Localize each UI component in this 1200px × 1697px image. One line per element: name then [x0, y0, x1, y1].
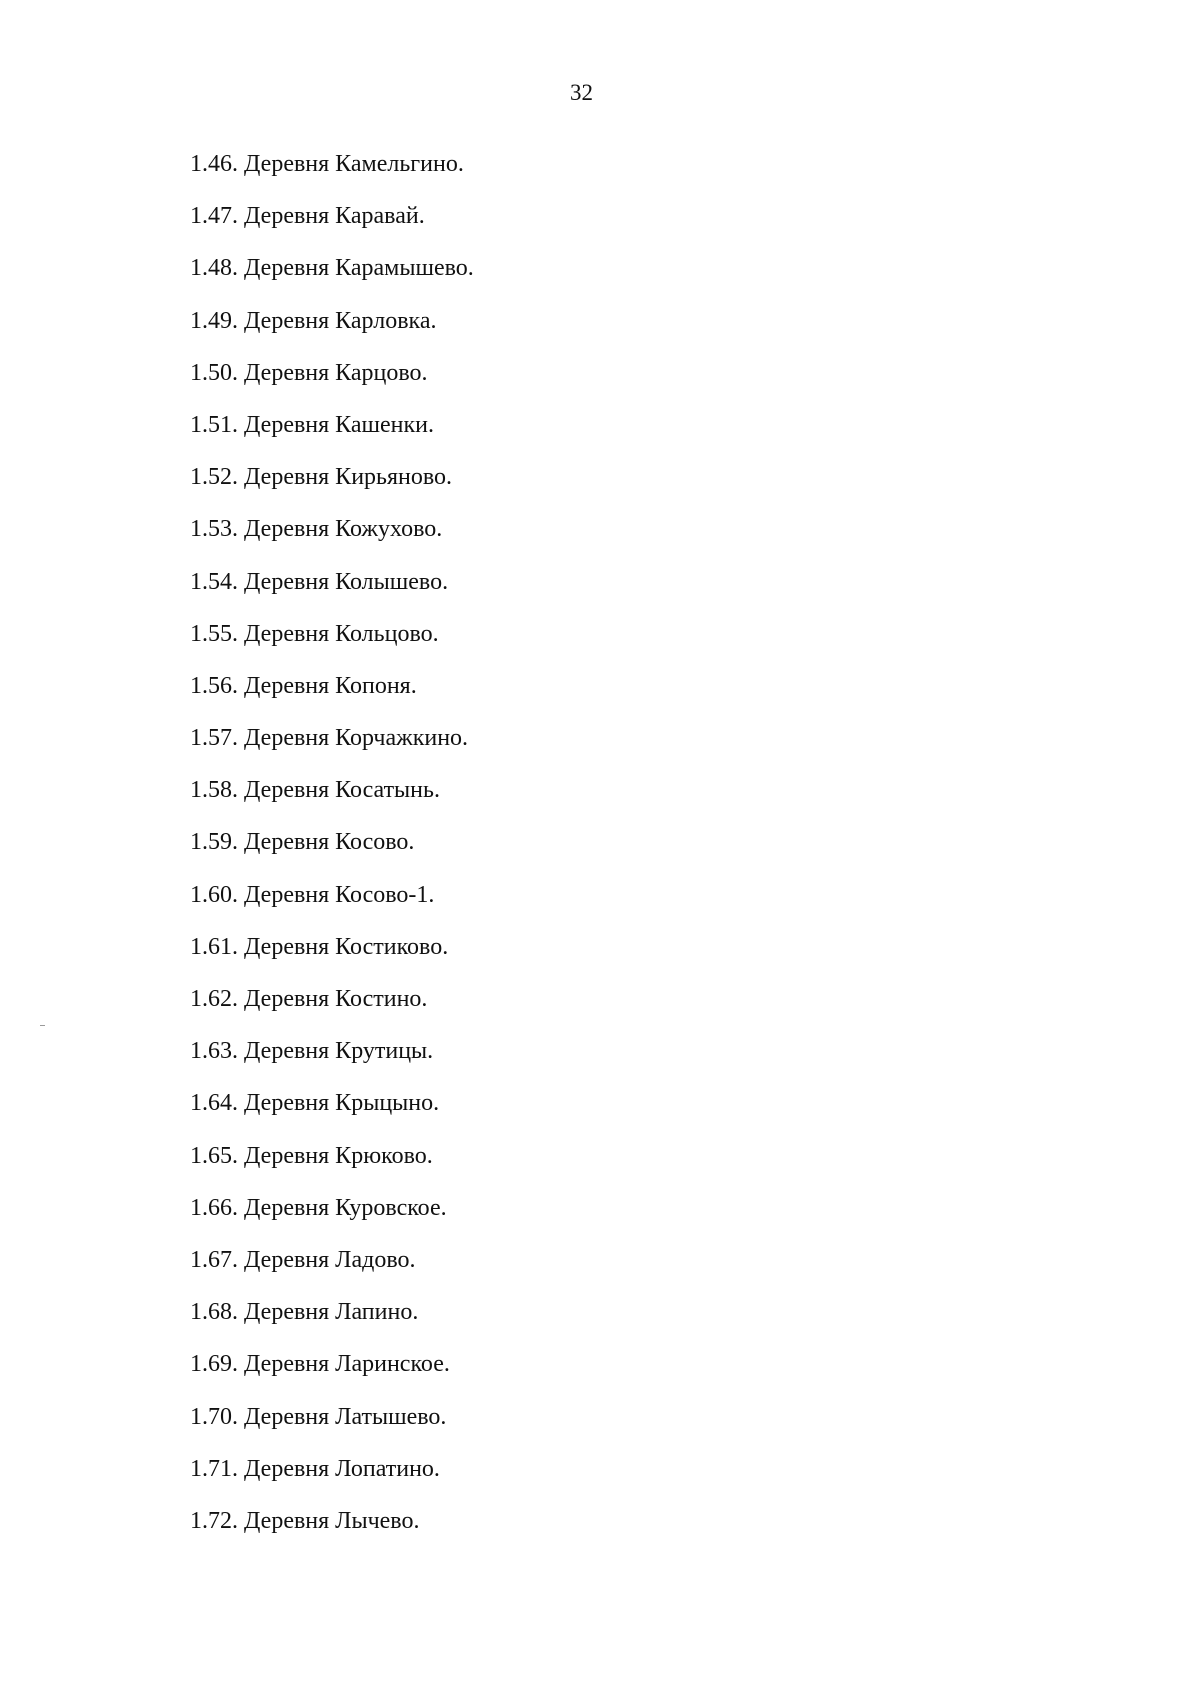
list-item-number: 1.63. [190, 1038, 238, 1065]
list-item [190, 462, 474, 514]
list-item [190, 775, 474, 827]
list-item-text: Деревня Крутицы. [244, 1038, 434, 1065]
list-item-text: Деревня Косово-1. [244, 881, 435, 908]
list-item-number: 1.59. [190, 829, 238, 856]
list-item-text: Деревня Лычево. [244, 1507, 420, 1534]
list-item-number: 1.72. [190, 1507, 238, 1534]
list-item-number: 1.69. [190, 1351, 238, 1378]
list-item-text: Деревня Косатынь. [244, 777, 440, 804]
list-item-number: 1.71. [190, 1455, 238, 1482]
list-item [190, 253, 474, 305]
list-item [190, 1402, 474, 1454]
list-item-number: 1.68. [190, 1299, 238, 1326]
list-item-text: Деревня Ларинское. [244, 1351, 450, 1378]
list-item-text: Деревня Костиково. [244, 933, 449, 960]
list-item [190, 1036, 474, 1088]
list-item-text: Деревня Латышево. [244, 1403, 447, 1430]
list-item [190, 306, 474, 358]
list-item [190, 567, 474, 619]
list-item-number: 1.57. [190, 725, 238, 752]
list-item [190, 619, 474, 671]
list-item-number: 1.64. [190, 1090, 238, 1117]
list-item [190, 880, 474, 932]
list-item-number: 1.61. [190, 933, 238, 960]
list-item-number: 1.50. [190, 359, 238, 386]
list-item-text: Деревня Кирьяново. [244, 464, 453, 491]
list-item-text: Деревня Каравай. [244, 203, 425, 230]
list-item-number: 1.66. [190, 1194, 238, 1221]
list-item-number: 1.70. [190, 1403, 238, 1430]
list-item-number: 1.54. [190, 568, 238, 595]
list-item-number: 1.53. [190, 516, 238, 543]
list-item-text: Деревня Камельгино. [244, 151, 464, 177]
list-item-text: Деревня Крюково. [244, 1142, 433, 1169]
list-item-text: Деревня Куровское. [244, 1194, 447, 1221]
list-item [190, 1245, 474, 1297]
list-item [190, 1297, 474, 1349]
list-item [190, 358, 474, 410]
list-item-number: 1.46. [190, 151, 238, 177]
list-item-number: 1.55. [190, 620, 238, 647]
scan-artifact-mark [40, 1025, 45, 1026]
list-item-text: Деревня Карамышево. [244, 255, 474, 282]
list-item [190, 723, 474, 775]
list-item-text: Деревня Ладово. [244, 1246, 416, 1273]
list-item [190, 201, 474, 253]
list-item-text: Деревня Копоня. [244, 672, 417, 699]
list-item [190, 410, 474, 462]
page-number: 32 [570, 80, 593, 105]
list-item-number: 1.67. [190, 1246, 238, 1273]
list-item [190, 1088, 474, 1140]
list-item-text: Деревня Карловка. [244, 307, 437, 334]
list-item [190, 514, 474, 566]
list-item-text: Деревня Карцово. [244, 359, 428, 386]
list-item-text: Деревня Колышево. [244, 568, 449, 595]
list-item-text: Деревня Кашенки. [244, 411, 435, 438]
list-item-number: 1.65. [190, 1142, 238, 1169]
list-item-number: 1.56. [190, 672, 238, 699]
list-item [190, 932, 474, 984]
list-item [190, 1454, 474, 1506]
list-item-number: 1.52. [190, 464, 238, 491]
list-item-number: 1.62. [190, 986, 238, 1012]
list-item-text: Деревня Лопатино. [244, 1455, 440, 1482]
list-item-number: 1.49. [190, 307, 238, 334]
list-item-text: Деревня Корчажкино. [244, 725, 469, 752]
list-item [190, 1141, 474, 1193]
list-item-text: Деревня Крыцыно. [244, 1090, 440, 1117]
list-item-text: Деревня Косово. [244, 829, 415, 856]
list-item-number: 1.47. [190, 203, 238, 230]
settlement-list [190, 149, 474, 1558]
list-item-number: 1.58. [190, 777, 238, 804]
list-item-number: 1.51. [190, 411, 238, 438]
list-item-text: Деревня Костино. [244, 986, 428, 1012]
list-item [190, 1349, 474, 1401]
list-item [190, 827, 474, 879]
list-item-number: 1.48. [190, 255, 238, 282]
list-item [190, 671, 474, 723]
list-item-text: Деревня Кольцово. [244, 620, 439, 647]
list-item-text: Деревня Кожухово. [244, 516, 443, 543]
list-item [190, 149, 474, 201]
list-item [190, 1506, 474, 1558]
list-item [190, 984, 474, 1036]
list-item-number: 1.60. [190, 881, 238, 908]
list-item [190, 1193, 474, 1245]
list-item-text: Деревня Лапино. [244, 1299, 419, 1326]
